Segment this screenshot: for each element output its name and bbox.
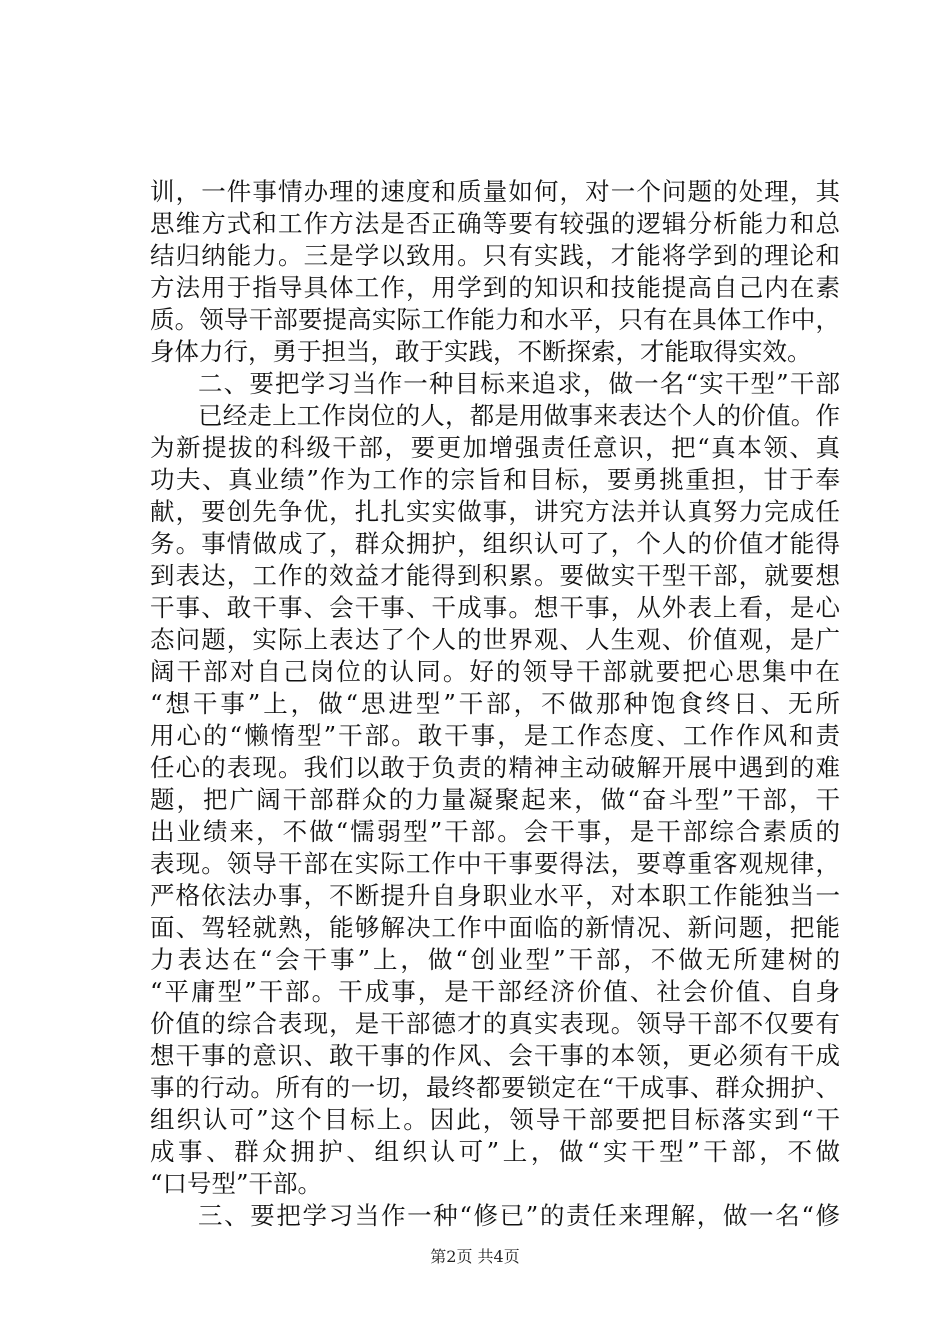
body-text-line: 已经走上工作岗位的人，都是用做事来表达个人的价值。作 — [198, 401, 840, 430]
body-text-line: 用心的“懒惰型”干部。敢干事，是工作态度、工作作风和责 — [150, 721, 840, 750]
body-text-line: 质。领导干部要提高实际工作能力和水平，只有在具体工作中， — [150, 305, 840, 334]
body-text-line: 任心的表现。我们以敢于负责的精神主动破解开展中遇到的难 — [150, 753, 840, 782]
page-number-footer: 第2页 共4页 — [430, 1247, 520, 1266]
body-text-line: 事的行动。所有的一切，最终都要锁定在“干成事、群众拥护、 — [150, 1073, 840, 1102]
body-text-line: 身体力行，勇于担当，敢于实践，不断探索，才能取得实效。 — [150, 337, 812, 366]
body-text-line: 力表达在“会干事”上，做“创业型”干部，不做无所建树的 — [150, 945, 840, 974]
body-text-line: 为新提拔的科级干部，要更加增强责任意识，把“真本领、真 — [150, 433, 840, 462]
body-text-line: 态问题，实际上表达了个人的世界观、人生观、价值观，是广 — [150, 625, 840, 654]
body-text-line: 阔干部对自己岗位的认同。好的领导干部就要把心思集中在 — [150, 657, 840, 686]
body-text-line: 结归纳能力。三是学以致用。只有实践，才能将学到的理论和 — [150, 241, 840, 270]
body-text-line: 出业绩来，不做“懦弱型”干部。会干事，是干部综合素质的 — [150, 817, 840, 846]
body-text-line: “想干事”上，做“思进型”干部，不做那种饱食终日、无所 — [150, 689, 840, 718]
body-text-line: 干事、敢干事、会干事、干成事。想干事，从外表上看，是心 — [150, 593, 840, 622]
body-text-line: “口号型”干部。 — [150, 1169, 323, 1198]
body-text-line: “平庸型”干部。干成事，是干部经济价值、社会价值、自身 — [150, 977, 840, 1006]
body-text-line: 组织认可”这个目标上。因此，领导干部要把目标落实到“干 — [150, 1105, 840, 1134]
body-text-line: 训，一件事情办理的速度和质量如何，对一个问题的处理，其 — [150, 177, 840, 206]
body-text-line: 成事、群众拥护、组织认可”上，做“实干型”干部，不做 — [150, 1137, 840, 1166]
body-text-line: 献，要创先争优，扎扎实实做事，讲究方法并认真努力完成任 — [150, 497, 840, 526]
body-text-line: 严格依法办事，不断提升自身职业水平，对本职工作能独当一 — [150, 881, 840, 910]
section-heading: 三、要把学习当作一种“修已”的责任来理解，做一名“修 — [198, 1201, 840, 1230]
body-text-line: 方法用于指导具体工作，用学到的知识和技能提高自己内在素 — [150, 273, 840, 302]
body-text-line: 思维方式和工作方法是否正确等要有较强的逻辑分析能力和总 — [150, 209, 840, 238]
body-text-line: 表现。领导干部在实际工作中干事要得法，要尊重客观规律， — [150, 849, 840, 878]
body-text-line: 到表达，工作的效益才能得到积累。要做实干型干部，就要想 — [150, 561, 840, 590]
body-text-line: 题，把广阔干部群众的力量凝聚起来，做“奋斗型”干部，干 — [150, 785, 840, 814]
body-text-line: 想干事的意识、敢干事的作风、会干事的本领，更必须有干成 — [150, 1041, 840, 1070]
body-text-line: 价值的综合表现，是干部德才的真实表现。领导干部不仅要有 — [150, 1009, 840, 1038]
section-heading: 二、要把学习当作一种目标来追求，做一名“实干型”干部 — [198, 369, 840, 398]
body-text-line: 功夫、真业绩”作为工作的宗旨和目标，要勇挑重担，甘于奉 — [150, 465, 840, 494]
body-text-line: 面、驾轻就熟，能够解决工作中面临的新情况、新问题，把能 — [150, 913, 840, 942]
body-text-line: 务。事情做成了，群众拥护，组织认可了，个人的价值才能得 — [150, 529, 840, 558]
